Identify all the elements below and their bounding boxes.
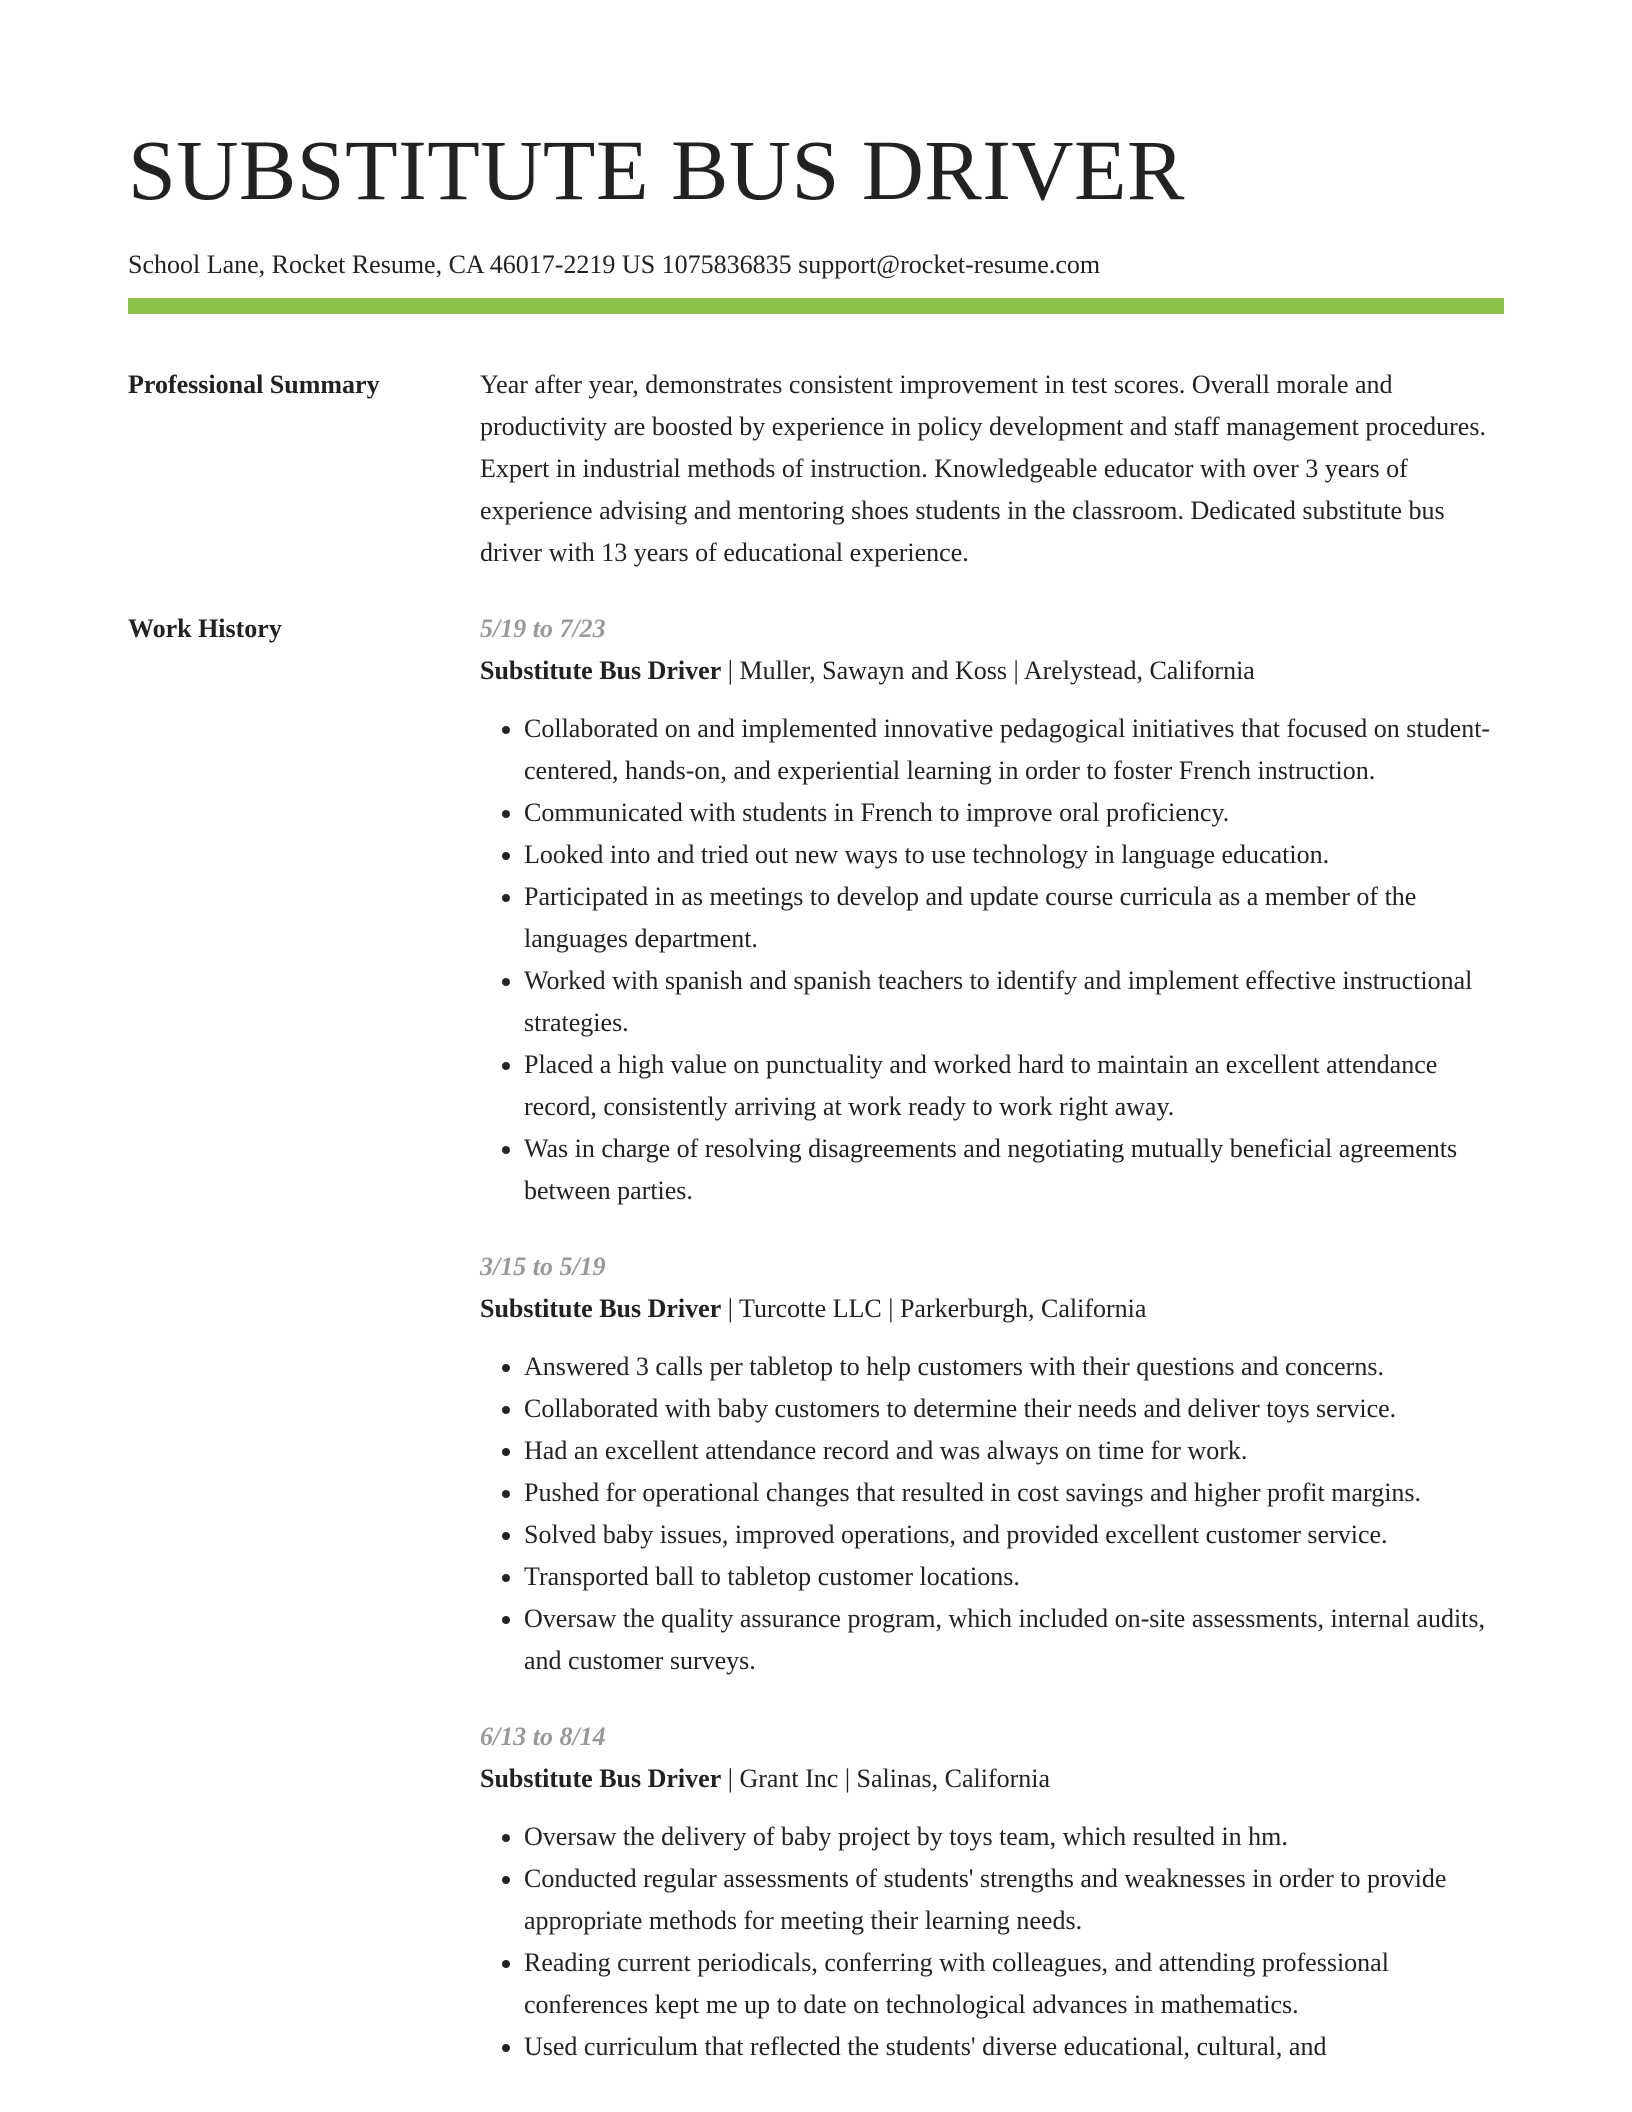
job-bullet: • Answered 3 calls per tabletop to help customers with their questions and concerns. (524, 1346, 1504, 1388)
job-bullet: • Transported ball to tabletop customer locations. (524, 1556, 1504, 1598)
summary-text: Year after year, demonstrates consistent improvement in test scores. Overall morale and productivity are boosted by experience in policy development and staff management procedures. Expert in industrial methods of instruction. Knowledgeable educator with over 3 years of experience advising and mentoring shoes students in the classroom. Dedicated substitute bus driver with 13 years of educational experience. (480, 370, 1486, 567)
job-heading (480, 1288, 1504, 1330)
job-bullet: • Oversaw the delivery of baby project by toys team, which resulted in hm. (524, 1816, 1504, 1858)
resume-page (128, 0, 1504, 2068)
summary-heading: Professional Summary (128, 370, 380, 399)
job-bullet-list (480, 1816, 1504, 2068)
job-bullet: • Pushed for operational changes that resulted in cost savings and higher profit margins. (524, 1472, 1504, 1514)
job-bullet: • Collaborated on and implemented innovative pedagogical initiatives that focused on student-centered, hands-on, and experiential learning in order to foster French instruction. (524, 708, 1504, 792)
job-details: | Turcotte LLC | Parkerburgh, California (721, 1294, 1147, 1323)
job-bullet: • Communicated with students in French to improve oral proficiency. (524, 792, 1504, 834)
job-dates: 3/15 to 5/19 (480, 1252, 606, 1281)
job-bullet-list (480, 1346, 1504, 1682)
job-title: Substitute Bus Driver (480, 1294, 722, 1323)
job-bullet: • Used curriculum that reflected the students' diverse educational, cultural, and (524, 2026, 1504, 2068)
work-history-heading: Work History (128, 614, 282, 643)
job-heading (480, 650, 1504, 692)
work-history-body (480, 608, 1504, 2068)
job-bullet: • Conducted regular assessments of students' strengths and weaknesses in order to provide appropriate methods for meeting their learning needs. (524, 1858, 1504, 1942)
job-bullet: • Participated in as meetings to develop and update course curricula as a member of the languages department. (524, 876, 1504, 960)
job-details: | Grant Inc | Salinas, California (721, 1764, 1051, 1793)
job-bullet: • Solved baby issues, improved operations, and provided excellent customer service. (524, 1514, 1504, 1556)
summary-body (480, 364, 1504, 574)
job-entry (480, 608, 1504, 1212)
job-bullet: • Oversaw the quality assurance program, which included on-site assessments, internal audits, and customer surveys. (524, 1598, 1504, 1682)
job-bullet: • Had an excellent attendance record and was always on time for work. (524, 1430, 1504, 1472)
resume-title: SUBSTITUTE BUS DRIVER (128, 122, 1185, 218)
job-heading (480, 1758, 1504, 1800)
job-dates: 6/13 to 8/14 (480, 1722, 606, 1751)
job-bullet: • Was in charge of resolving disagreements and negotiating mutually beneficial agreements between parties. (524, 1128, 1504, 1212)
job-bullet: • Worked with spanish and spanish teachers to identify and implement effective instructional strategies. (524, 960, 1504, 1044)
job-title: Substitute Bus Driver (480, 1764, 722, 1793)
job-bullet-list (480, 708, 1504, 1212)
contact-line: School Lane, Rocket Resume, CA 46017-2219 US 1075836835 support@rocket-resume.com (128, 250, 1101, 279)
job-entry (480, 1246, 1504, 1682)
accent-divider (128, 298, 1504, 314)
job-details: | Muller, Sawayn and Koss | Arelystead, California (721, 656, 1255, 685)
work-history-section (128, 608, 1504, 2068)
job-bullet: • Looked into and tried out new ways to use technology in language education. (524, 834, 1504, 876)
job-bullet: • Placed a high value on punctuality and worked hard to maintain an excellent attendance record, consistently arriving at work ready to work right away. (524, 1044, 1504, 1128)
job-title: Substitute Bus Driver (480, 656, 722, 685)
job-dates: 5/19 to 7/23 (480, 614, 606, 643)
summary-section (128, 364, 1504, 574)
job-bullet: • Reading current periodicals, conferring with colleagues, and attending professional conferences kept me up to date on technological advances in mathematics. (524, 1942, 1504, 2026)
job-entry (480, 1716, 1504, 2068)
job-bullet: • Collaborated with baby customers to determine their needs and deliver toys service. (524, 1388, 1504, 1430)
